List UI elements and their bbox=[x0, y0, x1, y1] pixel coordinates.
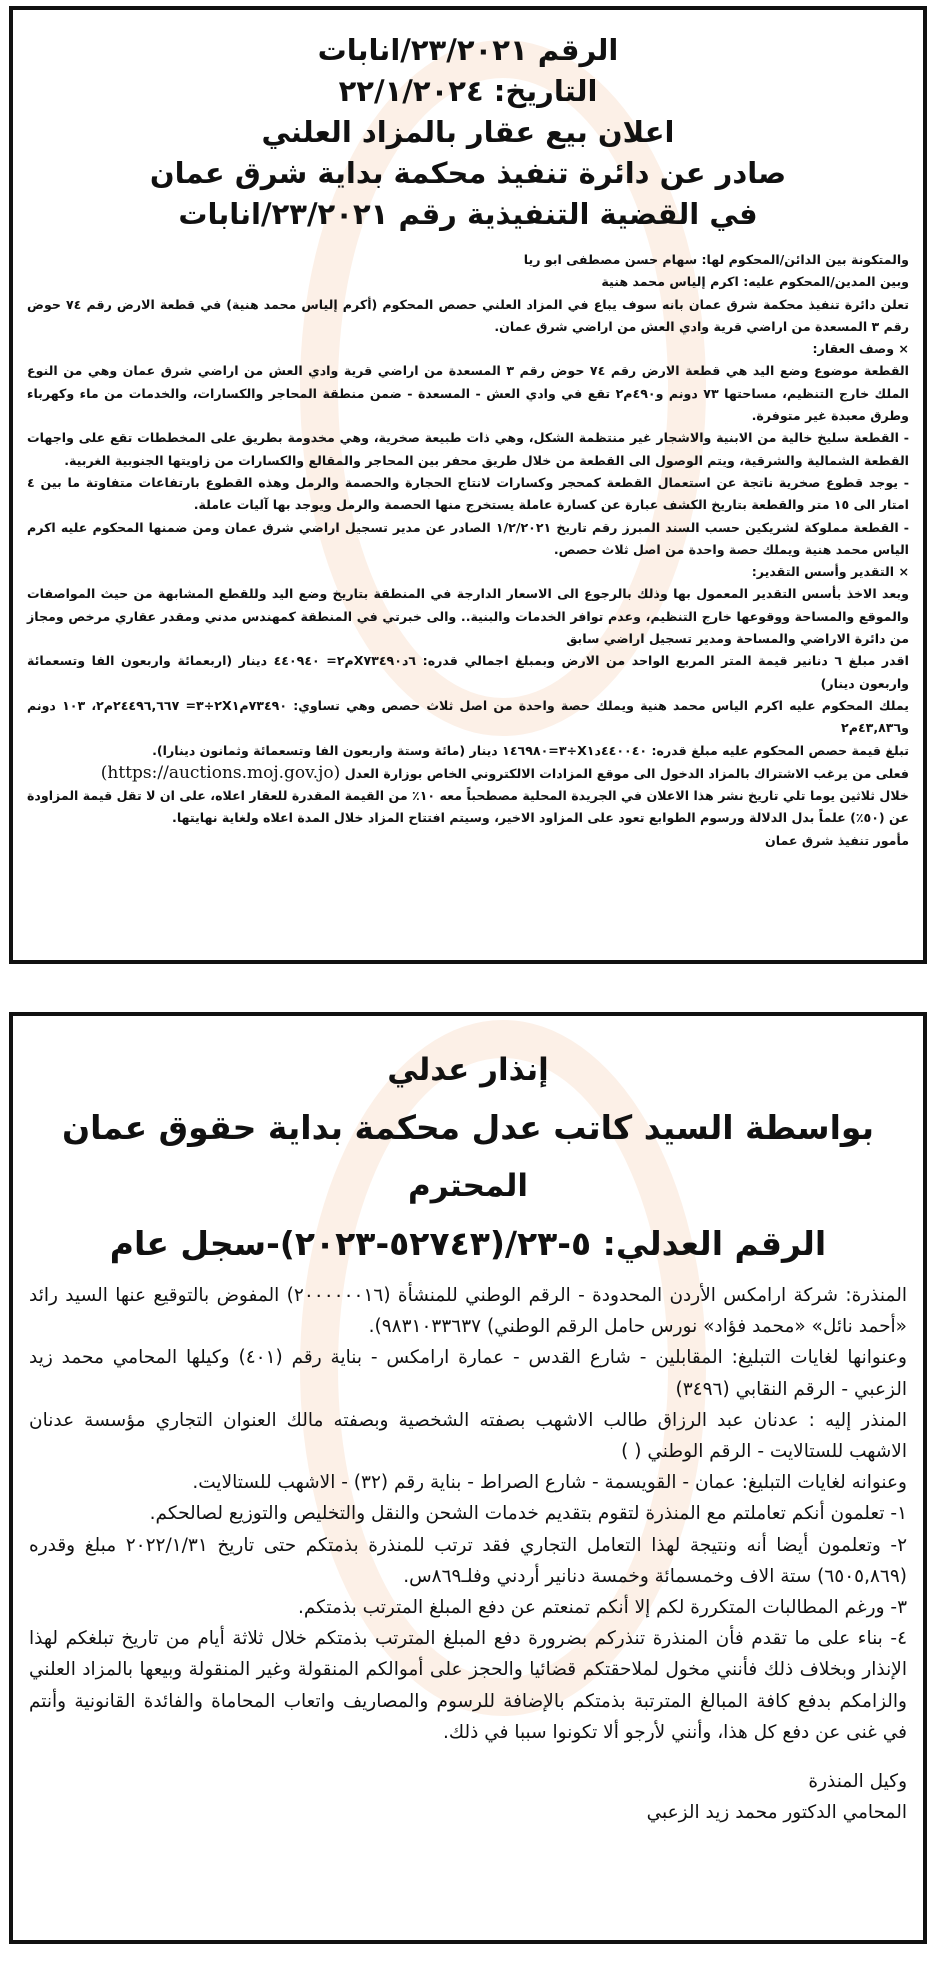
paragraph: ٢- وتعلمون أيضا أنه ونتيجة لهذا التعامل التجاري فقد ترتب للمنذرة بذمتكم حتى تاريخ ٢٠٢٢/١/٣١ مبلغ وقدره (٦٥٠٥,٨٦٩) ستة الاف وخمسمائة وخمسة دنانير أردني وفلـ٨٦٩س. bbox=[29, 1534, 907, 1587]
paragraph: تبلغ قيمة حصص المحكوم عليه مبلغ قدره: ٤٤٠٠٤٠دX١÷٣=١٤٦٩٨٠ دينار (مائة وستة واربعون الفا وتسعمائة وثمانون دينارا). bbox=[152, 742, 909, 758]
paragraph: القطعة موضوع وضع اليد هي قطعة الارض رقم ٧٤ حوض رقم ٣ المسعدة من اراضي قرية وادي العش من اراضي شرق عمان وهي من النوع الملك خارج التنظيم، مساحتها ٧٣ دونم و٤٩٠م٢ تقع في وادي العش - المسعدة - ضمن منطقة المحاجر والكسارات، والخدمات من ماء وكهرباء وطرق معبدة غير متوفرة. bbox=[27, 363, 909, 424]
paragraph bbox=[27, 762, 909, 785]
paragraph: ١- تعلمون أنكم تعاملتم مع المنذرة لتقوم بتقديم خدمات الشحن والنقل والتخليص والتوزيع لصالحكم. bbox=[149, 1503, 907, 1525]
signature: مأمور تنفيذ شرق عمان bbox=[765, 832, 909, 848]
paragraph-text: فعلى من يرغب الاشتراك بالمزاد الدخول الى موقع المزادات الالكتروني الخاص بوزارة العدل bbox=[344, 765, 909, 781]
paragraph: يملك المحكوم عليه اكرم الياس محمد هنية ويملك حصة واحدة من اصل ثلاث حصص وهي تساوي: ٧٣٤٩٠م٢X١÷٣= ٢٤٤٩٦,٦٦٧م٢، ١٠٣ دونم و٤٣,٨٣٦م٢ bbox=[27, 697, 910, 736]
legal-warning-notice bbox=[9, 1012, 927, 1944]
notice-date: التاريخ: ٢٢/١/٢٠٢٤ bbox=[338, 74, 598, 108]
paragraph: والمتكونة بين الدائن/المحكوم لها: سهام حسن مصطفى ابو ريا bbox=[523, 252, 909, 267]
notice-title: إنذار عدلي bbox=[387, 1052, 549, 1088]
case-number: الرقم ٢٣/٢٠٢١/انابات bbox=[317, 33, 619, 67]
paragraph: المنذرة: شركة ارامكس الأردن المحدودة - الرقم الوطني للمنشأة (٢٠٠٠٠٠٠١٦) المفوض بالتوقيع عنها السيد رائد «أحمد نائل» «محمد فؤاد» نورس حامل الرقم الوطني) ٩٨٣١٠٣٣٦٣٧). bbox=[29, 1285, 907, 1338]
paragraph: ٤- بناء على ما تقدم فأن المنذرة تنذركم بضرورة دفع المبلغ المترتب بذمتكم خلال ثلاثة أيام من تاريخ تبلغكم لهذا الإنذار وبخلاف ذلك فأنني مخول لملاحقتكم قضائيا والحجز على أموالكم المنقولة وغير المنقولة وبيعها بالمزاد العلني والزامكم بدفع كافة المبالغ المترتبة بذمتكم بالإضافة للرسوم والمصاريف واتعاب المحاماة والفائدة القانونية وأنتم في غنى عن دفع كل هذا، وأنني لأرجو ألا تكونوا سببا في ذلك. bbox=[29, 1628, 907, 1743]
case-reference: في القضية التنفيذية رقم ٢٣/٢٠٢١/انابات bbox=[178, 197, 758, 231]
honorific: المحترم bbox=[407, 1168, 529, 1204]
signature-role: وكيل المنذرة bbox=[808, 1771, 907, 1793]
notice-title: اعلان بيع عقار بالمزاد العلني bbox=[261, 115, 675, 149]
issuer: صادر عن دائرة تنفيذ محكمة بداية شرق عمان bbox=[149, 156, 787, 190]
section-heading: × التقدير وأسس التقدير: bbox=[751, 564, 909, 580]
section-heading: × وصف العقار: bbox=[812, 341, 909, 357]
paragraph: - القطعة مملوكة لشريكين حسب السند المبرز رقم تاريخ ١/٢/٢٠٢١ الصادر عن مدير تسجيل اراضي شرق عمان ومن ضمنها المحكوم عليه اكرم الياس محمد هنية ويملك حصة واحدة من اصل ثلاث حصص. bbox=[27, 519, 909, 557]
paragraph: تعلن دائرة تنفيذ محكمة شرق عمان بانه سوف يباع في المزاد العلني حصص المحكوم (أكرم إلياس محمد هنية) في قطعة الارض رقم ٧٤ حوض رقم ٣ المسعدة من اراضي قرية وادي العش من اراضي شرق عمان. bbox=[27, 296, 909, 334]
notary-line: بواسطة السيد كاتب عدل محكمة بداية حقوق عمان bbox=[61, 1108, 875, 1147]
paragraph: - القطعة سليخ خالية من الابنية والاشجار غير منتظمة الشكل، وهي ذات طبيعة صخرية، وهي مخدومة بطريق على المخططات تقع على واجهات القطعة الشمالية والشرقية، ويتم الوصول الى القطعة من خلال طريق محفر بين المحاجر والمقالع والكسارات من زاويتها الجنوبية الغربية. bbox=[27, 430, 909, 468]
paragraph: خلال ثلاثين يوما تلي تاريخ نشر هذا الاعلان في الجريدة المحلية مصطحباً معه ١٠٪ من القيمة المقدرة للعقار اعلاه، على ان لا تقل قيمة المزاودة عن (٥٠٪) علماً بدل الدلالة ورسوم الطوابع تعود على المزاود الاخير، وسيتم افتتاح المزاد خلال المدة اعلاه ولغاية نهايتها. bbox=[27, 788, 909, 826]
paragraph: وبعد الاخذ بأسس التقدير المعمول بها وذلك بالرجوع الى الاسعار الدارجة في المنطقة بتاريخ وضع اليد وللقطع المشابهة من حيث المواصفات والموقع والمساحة ووقوعها خارج التنظيم، وعدم توافر الخدمات والبنية.. والى خبرتي في المنطقة كمهندس مدني ومقدر عقاري مرخص ومجاز من دائرة الاراضي والمساحة ومدير تسجيل اراضي سابق bbox=[27, 586, 909, 647]
paragraph: وبين المدين/المحكوم عليه: اكرم إلياس محمد هنية bbox=[601, 274, 909, 290]
paragraph: اقدر مبلغ ٦ دنانير قيمة المتر المربع الواحد من الارض وبمبلغ اجمالي قدره: ٦دX٧٣٤٩٠م٢= ٤٤٠٩٤٠ دينار (اربعمائة واربعون الفا وتسعمائة واربعون دينار) bbox=[27, 653, 909, 691]
paragraph: وعنوانها لغايات التبليغ: المقابلين - شارع القدس - عمارة ارامكس - بناية رقم (٤٠١) وكيلها المحامي محمد زيد الزعبي - الرقم النقابي (٣٤٩٦) bbox=[29, 1347, 907, 1400]
paragraph: وعنوانه لغايات التبليغ: عمان - القويسمة - شارع الصراط - بناية رقم (٣٢) - الاشهب للستالايت. bbox=[192, 1472, 907, 1494]
auction-notice bbox=[9, 6, 927, 964]
paragraph: ٣- ورغم المطالبات المتكررة لكم إلا أنكم تمنعتم عن دفع المبلغ المترتب بذمتكم. bbox=[297, 1597, 907, 1619]
signature-name: المحامي الدكتور محمد زيد الزعبي bbox=[646, 1802, 907, 1824]
auction-url-link[interactable]: (https://auctions.moj.gov.jo) bbox=[100, 762, 341, 783]
paragraph: المنذر إليه : عدنان عبد الرزاق طالب الاشهب بصفته الشخصية وبصفته مالك العنوان التجاري مؤسسة عدنان الاشهب للستالايت - الرقم الوطني ( ) bbox=[29, 1409, 907, 1463]
notary-number: الرقم العدلي: ٥-٢٣/(٥٢٧٤٣-٢٠٢٣)-سجل عام bbox=[109, 1224, 827, 1263]
paragraph: - يوجد قطوع صخرية ناتجة عن استعمال القطعة كمحجر وكسارات لانتاج الحجارة والحصمة والرمل وهذه القطوع بارتفاعات متفاوتة ما بين ٤ امتار الى ١٥ متر والقطعة بتاريخ الكشف عبارة عن كسارة عاملة يستخرج منها الحصمة والرمل ويوجد بها آليات عاملة. bbox=[27, 474, 909, 513]
